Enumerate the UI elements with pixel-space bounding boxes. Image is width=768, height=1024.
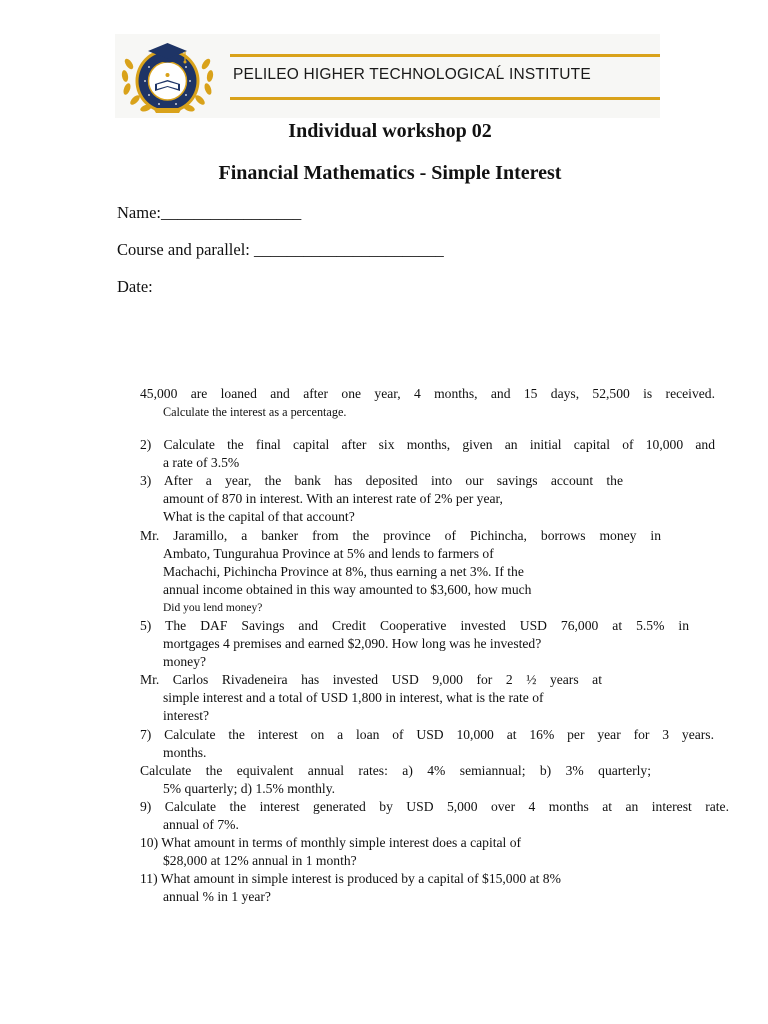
exercise-line: Did you lend money? [163,602,263,614]
institute-header [115,34,660,118]
exercise-line: 11) What amount in simple interest is produced by a capital of $15,000 at 8% [140,871,561,886]
exercise-line: 9) Calculate the interest generated by USD 5,000 over 4 months at an interest rate. [140,799,729,814]
exercise-6 [140,671,732,725]
exercise-line: $28,000 at 12% annual in 1 month? [163,853,357,868]
exercise-line: amount of 870 in interest. With an interest rate of 2% per year, [163,491,503,506]
exercise-line: annual of 7%. [163,817,239,832]
name-field: Name:_________________ [117,203,302,222]
exercise-line: 2) Calculate the final capital after six months, given an initial capital of 10,000 and [140,437,715,452]
exercise-line: Calculate the equivalent annual rates: a) 4% semiannual; b) 3% quarterly; [140,763,651,778]
header-rule-bottom [230,97,660,100]
exercise-line: 5) The DAF Savings and Credit Cooperative invested USD 76,000 at 5.5% in [140,618,689,633]
exercise-line: 10) What amount in terms of monthly simple interest does a capital of [140,835,522,850]
workshop-title: Individual workshop 02 [288,120,492,142]
exercise-line: mortgages 4 premises and earned $2,090. How long was he invested? [163,636,542,651]
exercise-line: Mr. Carlos Rivadeneira has invested USD 9,000 for 2 ½ years at [140,672,602,687]
exercise-4 [140,527,732,617]
exercise-line: annual % in 1 year? [163,889,271,904]
exercise-line: simple interest and a total of USD 1,800 in interest, what is the rate of [163,690,544,705]
exercise-line: a rate of 3.5% [163,455,240,470]
subject-title: Financial Mathematics - Simple Interest [218,162,562,184]
exercise-5 [140,617,732,671]
institute-name: PELILEO HIGHER TECHNOLOGICAĹ INSTITUTE [233,66,591,83]
exercise-line: money? [163,654,207,669]
exercise-3 [140,472,732,526]
exercise-line: 3) After a year, the bank has deposited into our savings account the [140,473,623,488]
exercise-line: 7) Calculate the interest on a loan of USD 10,000 at 16% per year for 3 years. [140,727,714,742]
exercise-line: 45,000 are loaned and after one year, 4 months, and 15 days, 52,500 is received. [140,386,715,401]
course-field: Course and parallel: _______________________ [117,240,444,259]
exercise-10 [140,834,732,870]
institute-logo-icon [115,34,220,118]
exercise-9 [140,798,732,834]
header-rule-top [230,54,660,57]
exercise-line: months. [163,745,207,760]
exercise-line: Mr. Jaramillo, a banker from the province of Pichincha, borrows money in [140,528,661,543]
exercise-line: annual income obtained in this way amounted to $3,600, how much [163,582,532,597]
exercise-11 [140,870,732,906]
exercise-7 [140,726,732,762]
exercise-1 [140,385,732,421]
exercise-line: 5% quarterly; d) 1.5% monthly. [163,781,336,796]
date-field: Date: [117,277,153,296]
exercise-line: interest? [163,708,210,723]
exercise-line: What is the capital of that account? [163,509,355,524]
exercise-2 [140,436,732,472]
exercise-8 [140,762,732,798]
exercise-line: Ambato, Tungurahua Province at 5% and lends to farmers of [163,546,494,561]
exercise-line: Calculate the interest as a percentage. [163,405,347,419]
exercise-line: Machachi, Pichincha Province at 8%, thus earning a net 3%. If the [163,564,524,579]
